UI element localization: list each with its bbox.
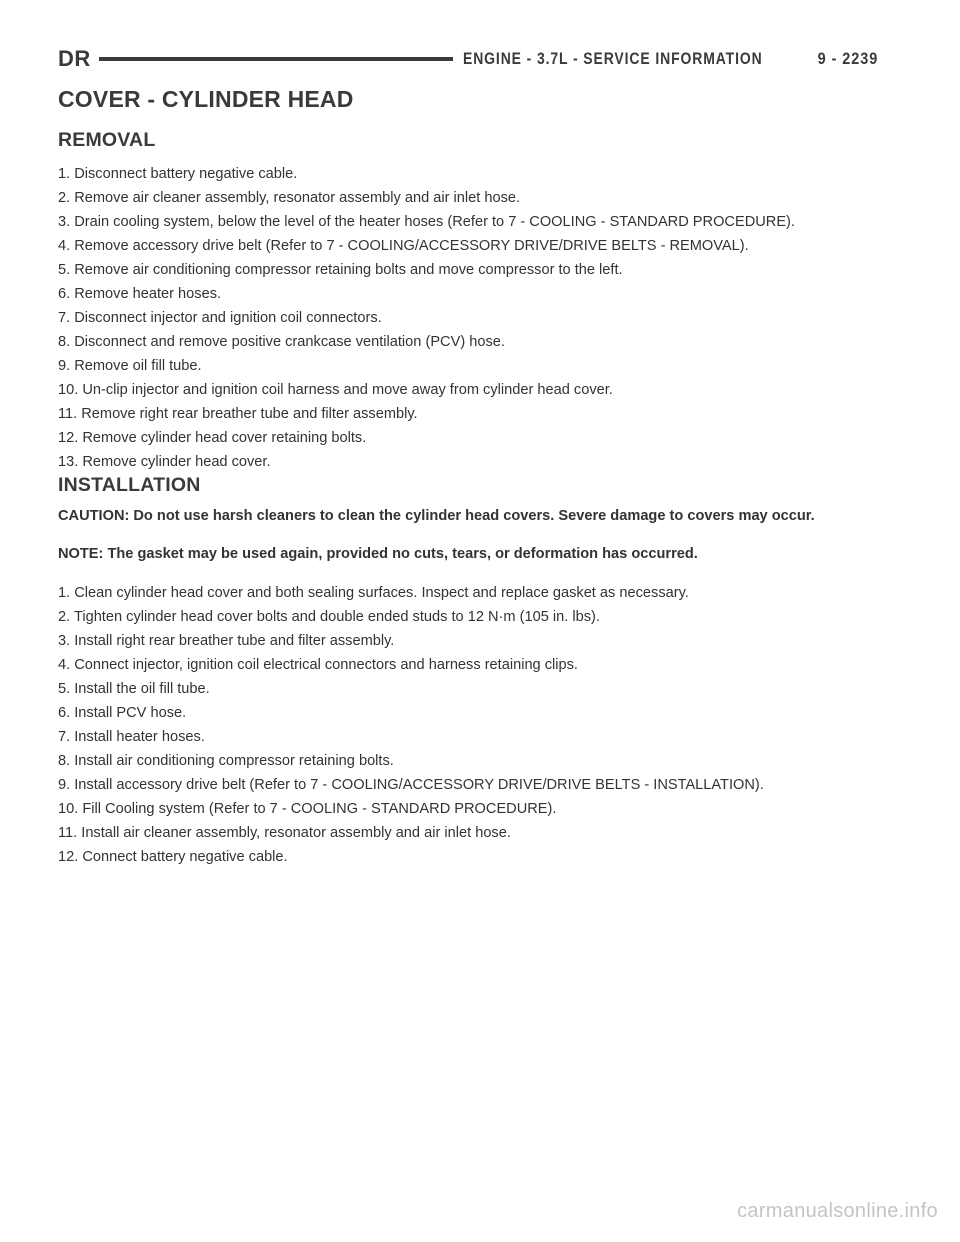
- removal-steps: [58, 162, 878, 474]
- removal-step: 6. Remove heater hoses.: [58, 286, 222, 302]
- site-watermark: carmanualsonline.info: [737, 1200, 938, 1222]
- installation-steps: [58, 581, 878, 869]
- removal-step: 7. Disconnect injector and ignition coil connectors.: [58, 310, 382, 326]
- installation-step: 8. Install air conditioning compressor retaining bolts.: [58, 753, 394, 769]
- installation-step: 11. Install air cleaner assembly, resonator assembly and air inlet hose.: [58, 825, 511, 841]
- header-model-code: DR: [58, 46, 91, 71]
- removal-step: 10. Un-clip injector and ignition coil harness and move away from cylinder head cover.: [58, 382, 613, 398]
- removal-step: 2. Remove air cleaner assembly, resonator assembly and air inlet hose.: [58, 190, 521, 206]
- installation-step: 10. Fill Cooling system (Refer to 7 - COOLING - STANDARD PROCEDURE).: [58, 801, 557, 817]
- removal-step: 8. Disconnect and remove positive crankcase ventilation (PCV) hose.: [58, 334, 505, 350]
- removal-step: 13. Remove cylinder head cover.: [58, 454, 271, 470]
- removal-step: 9. Remove oil fill tube.: [58, 358, 202, 374]
- header-title: ENGINE - 3.7L - SERVICE INFORMATION: [462, 49, 763, 68]
- header-rule: [99, 57, 453, 61]
- page-header: [58, 46, 878, 72]
- removal-step: 12. Remove cylinder head cover retaining bolts.: [58, 430, 367, 446]
- header-page-number: 9 - 2239: [817, 49, 878, 68]
- installation-step: 12. Connect battery negative cable.: [58, 849, 288, 865]
- installation-title: INSTALLATION: [58, 474, 201, 496]
- installation-step: 6. Install PCV hose.: [58, 705, 187, 721]
- installation-step: 1. Clean cylinder head cover and both sealing surfaces. Inspect and replace gasket as necessary.: [58, 585, 689, 601]
- removal-step: 3. Drain cooling system, below the level of the heater hoses (Refer to 7 - COOLING - STANDARD PROCEDURE).: [58, 214, 795, 230]
- installation-step: 3. Install right rear breather tube and filter assembly.: [58, 633, 395, 649]
- removal-step: 5. Remove air conditioning compressor retaining bolts and move compressor to the left.: [58, 262, 623, 278]
- installation-step: 4. Connect injector, ignition coil electrical connectors and harness retaining clips.: [58, 657, 578, 673]
- installation-step: 2. Tighten cylinder head cover bolts and double ended studs to 12 N·m (105 in. lbs).: [58, 609, 600, 625]
- installation-step: 5. Install the oil fill tube.: [58, 681, 210, 697]
- removal-step: 11. Remove right rear breather tube and filter assembly.: [58, 406, 418, 422]
- removal-step: 4. Remove accessory drive belt (Refer to 7 - COOLING/ACCESSORY DRIVE/DRIVE BELTS - REMOVAL).: [58, 238, 749, 254]
- page-content: [58, 86, 878, 869]
- installation-step: 9. Install accessory drive belt (Refer to 7 - COOLING/ACCESSORY DRIVE/DRIVE BELTS - INSTALLATION).: [58, 777, 764, 793]
- note-text: NOTE: The gasket may be used again, provided no cuts, tears, or deformation has occurred.: [58, 546, 698, 562]
- installation-step: 7. Install heater hoses.: [58, 729, 205, 745]
- caution-text: CAUTION: Do not use harsh cleaners to clean the cylinder head covers. Severe damage to covers may occur.: [58, 508, 815, 524]
- section-title: COVER - CYLINDER HEAD: [58, 86, 354, 112]
- removal-title: REMOVAL: [58, 129, 156, 151]
- removal-step: 1. Disconnect battery negative cable.: [58, 166, 298, 182]
